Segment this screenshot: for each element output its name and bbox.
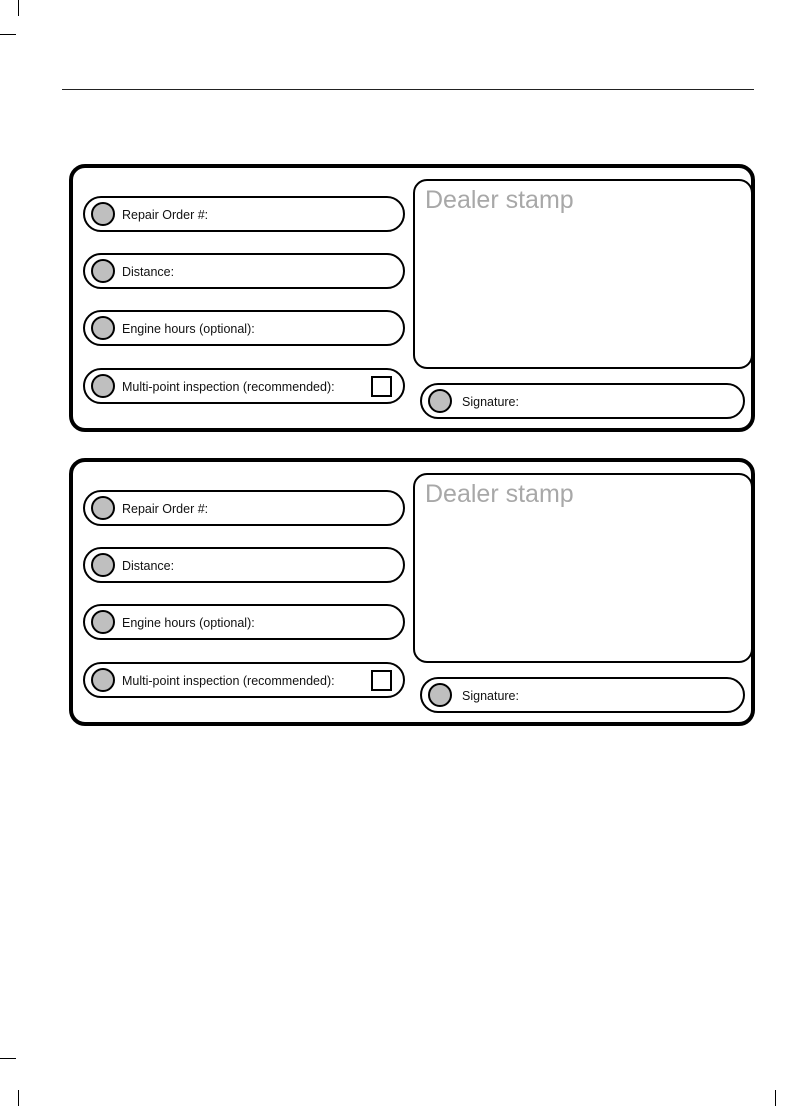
crop-mark-bottom-left-horizontal — [0, 1058, 16, 1059]
distance-field[interactable] — [83, 547, 405, 583]
engine-hours-label: Engine hours (optional): — [122, 616, 255, 630]
circle-marker-icon — [428, 389, 452, 413]
circle-marker-icon — [428, 683, 452, 707]
signature-label: Signature: — [462, 395, 519, 409]
dealer-stamp-label: Dealer stamp — [425, 480, 574, 508]
multi-point-inspection-label: Multi-point inspection (recommended): — [122, 674, 335, 688]
dealer-stamp-label: Dealer stamp — [425, 186, 574, 214]
repair-order-field[interactable] — [83, 490, 405, 526]
distance-label: Distance: — [122, 265, 175, 279]
engine-hours-label: Engine hours (optional): — [122, 322, 255, 336]
circle-marker-icon — [91, 259, 115, 283]
dealer-stamp-box[interactable] — [413, 179, 753, 369]
dealer-stamp-box[interactable] — [413, 473, 753, 663]
distance-field[interactable] — [83, 253, 405, 289]
multi-point-inspection-label: Multi-point inspection (recommended): — [122, 380, 335, 394]
signature-label: Signature: — [462, 689, 519, 703]
service-record-card — [69, 164, 755, 432]
crop-mark-top-left-horizontal — [0, 34, 16, 35]
crop-mark-bottom-left-vertical — [18, 1090, 19, 1106]
engine-hours-field[interactable] — [83, 604, 405, 640]
crop-mark-top-left-vertical — [18, 0, 19, 16]
engine-hours-field[interactable] — [83, 310, 405, 346]
header-rule — [62, 89, 754, 90]
circle-marker-icon — [91, 553, 115, 577]
circle-marker-icon — [91, 316, 115, 340]
inspection-checkbox[interactable] — [371, 376, 392, 397]
circle-marker-icon — [91, 202, 115, 226]
crop-mark-bottom-right-vertical — [775, 1090, 776, 1106]
circle-marker-icon — [91, 610, 115, 634]
signature-field[interactable] — [420, 383, 745, 419]
repair-order-label: Repair Order #: — [122, 208, 209, 222]
inspection-checkbox[interactable] — [371, 670, 392, 691]
circle-marker-icon — [91, 496, 115, 520]
service-record-card — [69, 458, 755, 726]
repair-order-field[interactable] — [83, 196, 405, 232]
distance-label: Distance: — [122, 559, 175, 573]
multi-point-inspection-field — [83, 368, 405, 404]
repair-order-label: Repair Order #: — [122, 502, 209, 516]
circle-marker-icon — [91, 374, 115, 398]
multi-point-inspection-field — [83, 662, 405, 698]
signature-field[interactable] — [420, 677, 745, 713]
circle-marker-icon — [91, 668, 115, 692]
